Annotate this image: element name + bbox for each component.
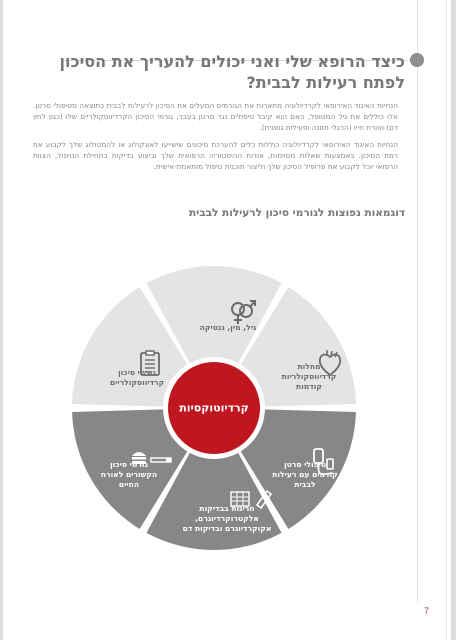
risk-factors-heading: דוגמאות נפוצות לגורמי סיכון לרעילות לבבית [188, 207, 405, 219]
page-edge [446, 0, 447, 640]
center-label: קרדיוטוקסיות [179, 401, 249, 415]
page-title: כיצד הרופא שלי ואני יכולים להעריך את הסיכון לפתח רעילות לבבית? [59, 52, 405, 92]
segment-label-lifestyle-factors: גורמי סיכון הקשורים לאורח החיים [100, 460, 158, 489]
document-page [3, 0, 451, 640]
margin-rule [417, 0, 418, 603]
segment-label-abnormal-tests: חריגות בבדיקות אלקטרוקרדיוגרם, אקוקרדיוגרם ובדיקות דם [182, 504, 272, 533]
segment-label-prior-cv-disease: מחלות קרדיווסקולריות קודמות [281, 362, 337, 391]
title-bullet-dot [410, 53, 424, 67]
intro-paragraph: הנחיות האיגוד האירופאי לקרדיולוגיה מתארות את הגורמים המעלים את הסיכון לרעילות לבבית כתוצאה מטיפולי סרטן. אלו כוללים את גיל המטופל, האם הוא קיבל טיפולים נגד סרטן בעבר, גורמי הסיכון הקרדיווסקולריים שלו (כגון לחץ דם) ואורח חייו (הרגלי תזונה ופעילות גופנית). [33, 101, 398, 132]
risk-factors-diagram [67, 259, 361, 553]
segment-label-cv-risk-factors: גורמי סיכון קרדיווסקולריים [109, 368, 165, 387]
page-number: 7 [424, 606, 430, 616]
segment-label-demographics: גיל, מין, גנטיקה [199, 323, 257, 332]
guidelines-paragraph: הנחיות האיגוד האירופאי לקרדיולוגיה כוללות כלים להערכת סיכונים שישייעו לאונקולוג או להמטולוג שלך לקבוע את רמת הסיכון. באמצעות שאלות מסוימות, אודות ההיסטוריה הרפואית שלך וביצוע בדיקות בתחילת הטיפול, הצוות הרפואי יוכל לקבוע את פרופיל הסיכון שלך וליצור תוכנית טיפול מותאמת-אישית. [33, 140, 398, 171]
segment-label-prior-cardiotoxic-treatment: טיפולי סרטן קודמים עם רעילות לבבית [272, 460, 338, 489]
